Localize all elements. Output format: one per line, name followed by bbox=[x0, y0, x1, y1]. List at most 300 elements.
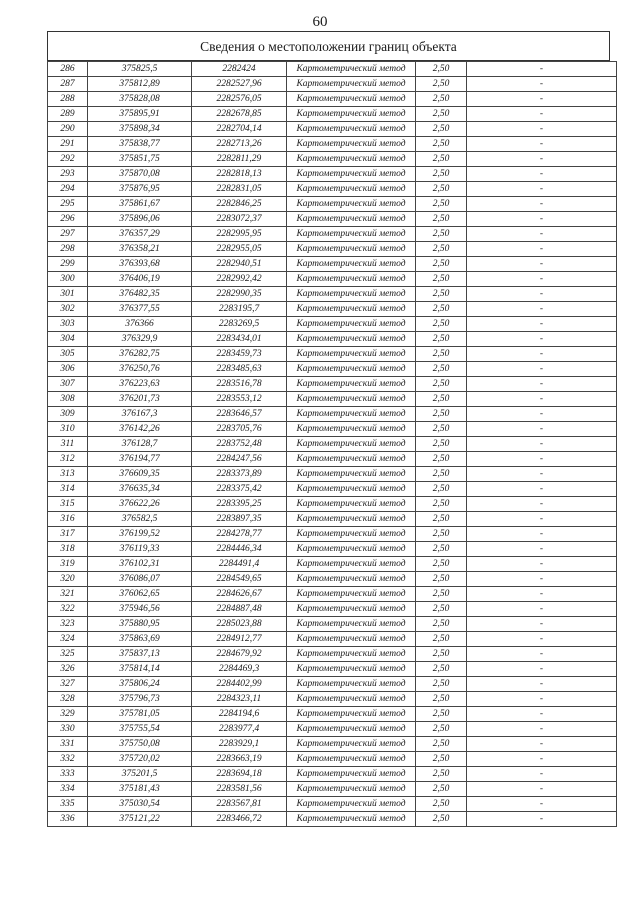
accuracy-cell: 2,50 bbox=[416, 467, 467, 482]
x-coordinate-cell: 375781,05 bbox=[88, 707, 192, 722]
method-cell: Картометрический метод bbox=[287, 92, 416, 107]
x-coordinate-cell: 375837,13 bbox=[88, 647, 192, 662]
y-coordinate-cell: 2282818,13 bbox=[192, 167, 287, 182]
accuracy-cell: 2,50 bbox=[416, 692, 467, 707]
point-number-cell: 297 bbox=[48, 227, 88, 242]
coordinates-table bbox=[47, 61, 617, 827]
description-cell: - bbox=[467, 167, 617, 182]
method-cell: Картометрический метод bbox=[287, 677, 416, 692]
y-coordinate-cell: 2283752,48 bbox=[192, 437, 287, 452]
x-coordinate-cell: 375828,08 bbox=[88, 92, 192, 107]
table-row bbox=[48, 542, 617, 557]
y-coordinate-cell: 2284626,67 bbox=[192, 587, 287, 602]
description-cell: - bbox=[467, 557, 617, 572]
table-row bbox=[48, 317, 617, 332]
table-row bbox=[48, 167, 617, 182]
description-cell: - bbox=[467, 242, 617, 257]
y-coordinate-cell: 2282846,25 bbox=[192, 197, 287, 212]
method-cell: Картометрический метод bbox=[287, 467, 416, 482]
method-cell: Картометрический метод bbox=[287, 122, 416, 137]
x-coordinate-cell: 376377,55 bbox=[88, 302, 192, 317]
description-cell: - bbox=[467, 527, 617, 542]
description-cell: - bbox=[467, 257, 617, 272]
description-cell: - bbox=[467, 782, 617, 797]
description-cell: - bbox=[467, 227, 617, 242]
accuracy-cell: 2,50 bbox=[416, 107, 467, 122]
point-number-cell: 305 bbox=[48, 347, 88, 362]
table-row bbox=[48, 722, 617, 737]
y-coordinate-cell: 2282678,85 bbox=[192, 107, 287, 122]
description-cell: - bbox=[467, 587, 617, 602]
y-coordinate-cell: 2282811,29 bbox=[192, 152, 287, 167]
point-number-cell: 306 bbox=[48, 362, 88, 377]
y-coordinate-cell: 2283929,1 bbox=[192, 737, 287, 752]
method-cell: Картометрический метод bbox=[287, 782, 416, 797]
method-cell: Картометрический метод bbox=[287, 167, 416, 182]
point-number-cell: 322 bbox=[48, 602, 88, 617]
accuracy-cell: 2,50 bbox=[416, 812, 467, 827]
description-cell: - bbox=[467, 617, 617, 632]
coordinates-table-body bbox=[48, 62, 617, 827]
method-cell: Картометрический метод bbox=[287, 212, 416, 227]
description-cell: - bbox=[467, 302, 617, 317]
x-coordinate-cell: 376358,21 bbox=[88, 242, 192, 257]
method-cell: Картометрический метод bbox=[287, 512, 416, 527]
accuracy-cell: 2,50 bbox=[416, 317, 467, 332]
accuracy-cell: 2,50 bbox=[416, 677, 467, 692]
method-cell: Картометрический метод bbox=[287, 707, 416, 722]
method-cell: Картометрический метод bbox=[287, 437, 416, 452]
description-cell: - bbox=[467, 512, 617, 527]
description-cell: - bbox=[467, 437, 617, 452]
table-row bbox=[48, 62, 617, 77]
description-cell: - bbox=[467, 182, 617, 197]
accuracy-cell: 2,50 bbox=[416, 572, 467, 587]
method-cell: Картометрический метод bbox=[287, 377, 416, 392]
x-coordinate-cell: 376635,34 bbox=[88, 482, 192, 497]
accuracy-cell: 2,50 bbox=[416, 512, 467, 527]
method-cell: Картометрический метод bbox=[287, 77, 416, 92]
table-row bbox=[48, 227, 617, 242]
table-row bbox=[48, 92, 617, 107]
description-cell: - bbox=[467, 137, 617, 152]
table-row bbox=[48, 257, 617, 272]
point-number-cell: 312 bbox=[48, 452, 88, 467]
accuracy-cell: 2,50 bbox=[416, 167, 467, 182]
x-coordinate-cell: 375750,08 bbox=[88, 737, 192, 752]
accuracy-cell: 2,50 bbox=[416, 527, 467, 542]
method-cell: Картометрический метод bbox=[287, 632, 416, 647]
point-number-cell: 323 bbox=[48, 617, 88, 632]
point-number-cell: 315 bbox=[48, 497, 88, 512]
point-number-cell: 293 bbox=[48, 167, 88, 182]
accuracy-cell: 2,50 bbox=[416, 437, 467, 452]
point-number-cell: 326 bbox=[48, 662, 88, 677]
y-coordinate-cell: 2283072,37 bbox=[192, 212, 287, 227]
x-coordinate-cell: 375814,14 bbox=[88, 662, 192, 677]
description-cell: - bbox=[467, 422, 617, 437]
x-coordinate-cell: 375861,67 bbox=[88, 197, 192, 212]
accuracy-cell: 2,50 bbox=[416, 137, 467, 152]
description-cell: - bbox=[467, 677, 617, 692]
method-cell: Картометрический метод bbox=[287, 497, 416, 512]
table-row bbox=[48, 422, 617, 437]
accuracy-cell: 2,50 bbox=[416, 452, 467, 467]
point-number-cell: 333 bbox=[48, 767, 88, 782]
accuracy-cell: 2,50 bbox=[416, 542, 467, 557]
y-coordinate-cell: 2284679,92 bbox=[192, 647, 287, 662]
method-cell: Картометрический метод bbox=[287, 332, 416, 347]
y-coordinate-cell: 2284278,77 bbox=[192, 527, 287, 542]
method-cell: Картометрический метод bbox=[287, 527, 416, 542]
x-coordinate-cell: 375895,91 bbox=[88, 107, 192, 122]
accuracy-cell: 2,50 bbox=[416, 557, 467, 572]
x-coordinate-cell: 375720,02 bbox=[88, 752, 192, 767]
point-number-cell: 304 bbox=[48, 332, 88, 347]
table-row bbox=[48, 452, 617, 467]
y-coordinate-cell: 2284887,48 bbox=[192, 602, 287, 617]
table-row bbox=[48, 497, 617, 512]
table-row bbox=[48, 152, 617, 167]
point-number-cell: 330 bbox=[48, 722, 88, 737]
x-coordinate-cell: 375755,54 bbox=[88, 722, 192, 737]
accuracy-cell: 2,50 bbox=[416, 407, 467, 422]
table-row bbox=[48, 377, 617, 392]
y-coordinate-cell: 2284912,77 bbox=[192, 632, 287, 647]
table-row bbox=[48, 467, 617, 482]
method-cell: Картометрический метод bbox=[287, 557, 416, 572]
x-coordinate-cell: 376167,3 bbox=[88, 407, 192, 422]
point-number-cell: 299 bbox=[48, 257, 88, 272]
method-cell: Картометрический метод bbox=[287, 197, 416, 212]
description-cell: - bbox=[467, 197, 617, 212]
point-number-cell: 288 bbox=[48, 92, 88, 107]
table-row bbox=[48, 287, 617, 302]
method-cell: Картометрический метод bbox=[287, 587, 416, 602]
accuracy-cell: 2,50 bbox=[416, 257, 467, 272]
point-number-cell: 335 bbox=[48, 797, 88, 812]
point-number-cell: 314 bbox=[48, 482, 88, 497]
y-coordinate-cell: 2284247,56 bbox=[192, 452, 287, 467]
y-coordinate-cell: 2283705,76 bbox=[192, 422, 287, 437]
description-cell: - bbox=[467, 482, 617, 497]
y-coordinate-cell: 2282995,95 bbox=[192, 227, 287, 242]
x-coordinate-cell: 376201,73 bbox=[88, 392, 192, 407]
point-number-cell: 290 bbox=[48, 122, 88, 137]
point-number-cell: 331 bbox=[48, 737, 88, 752]
accuracy-cell: 2,50 bbox=[416, 182, 467, 197]
point-number-cell: 318 bbox=[48, 542, 88, 557]
description-cell: - bbox=[467, 542, 617, 557]
y-coordinate-cell: 2284549,65 bbox=[192, 572, 287, 587]
point-number-cell: 332 bbox=[48, 752, 88, 767]
table-row bbox=[48, 197, 617, 212]
table-row bbox=[48, 677, 617, 692]
table-row bbox=[48, 302, 617, 317]
page-number: 60 bbox=[312, 14, 328, 30]
accuracy-cell: 2,50 bbox=[416, 392, 467, 407]
accuracy-cell: 2,50 bbox=[416, 617, 467, 632]
y-coordinate-cell: 2283466,72 bbox=[192, 812, 287, 827]
accuracy-cell: 2,50 bbox=[416, 332, 467, 347]
point-number-cell: 316 bbox=[48, 512, 88, 527]
y-coordinate-cell: 2282704,14 bbox=[192, 122, 287, 137]
y-coordinate-cell: 2282992,42 bbox=[192, 272, 287, 287]
y-coordinate-cell: 2283663,19 bbox=[192, 752, 287, 767]
table-row bbox=[48, 362, 617, 377]
method-cell: Картометрический метод bbox=[287, 617, 416, 632]
y-coordinate-cell: 2283581,56 bbox=[192, 782, 287, 797]
x-coordinate-cell: 375863,69 bbox=[88, 632, 192, 647]
table-row bbox=[48, 617, 617, 632]
point-number-cell: 294 bbox=[48, 182, 88, 197]
y-coordinate-cell: 2283646,57 bbox=[192, 407, 287, 422]
description-cell: - bbox=[467, 662, 617, 677]
x-coordinate-cell: 375181,43 bbox=[88, 782, 192, 797]
accuracy-cell: 2,50 bbox=[416, 272, 467, 287]
accuracy-cell: 2,50 bbox=[416, 77, 467, 92]
table-row bbox=[48, 812, 617, 827]
table-row bbox=[48, 182, 617, 197]
point-number-cell: 327 bbox=[48, 677, 88, 692]
y-coordinate-cell: 2284446,34 bbox=[192, 542, 287, 557]
table-row bbox=[48, 407, 617, 422]
accuracy-cell: 2,50 bbox=[416, 242, 467, 257]
accuracy-cell: 2,50 bbox=[416, 62, 467, 77]
accuracy-cell: 2,50 bbox=[416, 587, 467, 602]
x-coordinate-cell: 376128,7 bbox=[88, 437, 192, 452]
x-coordinate-cell: 376086,07 bbox=[88, 572, 192, 587]
table-row bbox=[48, 437, 617, 452]
point-number-cell: 302 bbox=[48, 302, 88, 317]
accuracy-cell: 2,50 bbox=[416, 347, 467, 362]
accuracy-cell: 2,50 bbox=[416, 722, 467, 737]
table-row bbox=[48, 122, 617, 137]
point-number-cell: 295 bbox=[48, 197, 88, 212]
description-cell: - bbox=[467, 497, 617, 512]
description-cell: - bbox=[467, 707, 617, 722]
method-cell: Картометрический метод bbox=[287, 722, 416, 737]
table-row bbox=[48, 587, 617, 602]
y-coordinate-cell: 2283373,89 bbox=[192, 467, 287, 482]
table-row bbox=[48, 572, 617, 587]
accuracy-cell: 2,50 bbox=[416, 122, 467, 137]
point-number-cell: 292 bbox=[48, 152, 88, 167]
x-coordinate-cell: 375812,89 bbox=[88, 77, 192, 92]
description-cell: - bbox=[467, 602, 617, 617]
method-cell: Картометрический метод bbox=[287, 347, 416, 362]
table-row bbox=[48, 767, 617, 782]
x-coordinate-cell: 376393,68 bbox=[88, 257, 192, 272]
description-cell: - bbox=[467, 287, 617, 302]
method-cell: Картометрический метод bbox=[287, 737, 416, 752]
method-cell: Картометрический метод bbox=[287, 287, 416, 302]
x-coordinate-cell: 375870,08 bbox=[88, 167, 192, 182]
accuracy-cell: 2,50 bbox=[416, 737, 467, 752]
y-coordinate-cell: 2283694,18 bbox=[192, 767, 287, 782]
description-cell: - bbox=[467, 362, 617, 377]
y-coordinate-cell: 2283567,81 bbox=[192, 797, 287, 812]
description-cell: - bbox=[467, 737, 617, 752]
method-cell: Картометрический метод bbox=[287, 182, 416, 197]
description-cell: - bbox=[467, 62, 617, 77]
x-coordinate-cell: 375896,06 bbox=[88, 212, 192, 227]
description-cell: - bbox=[467, 767, 617, 782]
point-number-cell: 309 bbox=[48, 407, 88, 422]
point-number-cell: 308 bbox=[48, 392, 88, 407]
point-number-cell: 320 bbox=[48, 572, 88, 587]
table-row bbox=[48, 782, 617, 797]
point-number-cell: 296 bbox=[48, 212, 88, 227]
y-coordinate-cell: 2284194,6 bbox=[192, 707, 287, 722]
accuracy-cell: 2,50 bbox=[416, 797, 467, 812]
accuracy-cell: 2,50 bbox=[416, 707, 467, 722]
accuracy-cell: 2,50 bbox=[416, 602, 467, 617]
point-number-cell: 317 bbox=[48, 527, 88, 542]
method-cell: Картометрический метод bbox=[287, 152, 416, 167]
description-cell: - bbox=[467, 467, 617, 482]
method-cell: Картометрический метод bbox=[287, 227, 416, 242]
table-row bbox=[48, 242, 617, 257]
method-cell: Картометрический метод bbox=[287, 662, 416, 677]
x-coordinate-cell: 376329,9 bbox=[88, 332, 192, 347]
method-cell: Картометрический метод bbox=[287, 692, 416, 707]
description-cell: - bbox=[467, 572, 617, 587]
table-row bbox=[48, 707, 617, 722]
x-coordinate-cell: 376582,5 bbox=[88, 512, 192, 527]
accuracy-cell: 2,50 bbox=[416, 362, 467, 377]
method-cell: Картометрический метод bbox=[287, 542, 416, 557]
accuracy-cell: 2,50 bbox=[416, 92, 467, 107]
table-title: Сведения о местоположении границ объекта bbox=[47, 31, 610, 61]
description-cell: - bbox=[467, 122, 617, 137]
point-number-cell: 286 bbox=[48, 62, 88, 77]
method-cell: Картометрический метод bbox=[287, 302, 416, 317]
method-cell: Картометрический метод bbox=[287, 272, 416, 287]
accuracy-cell: 2,50 bbox=[416, 152, 467, 167]
method-cell: Картометрический метод bbox=[287, 137, 416, 152]
method-cell: Картометрический метод bbox=[287, 767, 416, 782]
x-coordinate-cell: 375880,95 bbox=[88, 617, 192, 632]
x-coordinate-cell: 376282,75 bbox=[88, 347, 192, 362]
description-cell: - bbox=[467, 77, 617, 92]
method-cell: Картометрический метод bbox=[287, 407, 416, 422]
y-coordinate-cell: 2283553,12 bbox=[192, 392, 287, 407]
x-coordinate-cell: 376357,29 bbox=[88, 227, 192, 242]
x-coordinate-cell: 376406,19 bbox=[88, 272, 192, 287]
x-coordinate-cell: 376119,33 bbox=[88, 542, 192, 557]
y-coordinate-cell: 2284469,3 bbox=[192, 662, 287, 677]
accuracy-cell: 2,50 bbox=[416, 212, 467, 227]
accuracy-cell: 2,50 bbox=[416, 632, 467, 647]
method-cell: Картометрический метод bbox=[287, 62, 416, 77]
point-number-cell: 321 bbox=[48, 587, 88, 602]
table-row bbox=[48, 137, 617, 152]
y-coordinate-cell: 2284323,11 bbox=[192, 692, 287, 707]
point-number-cell: 289 bbox=[48, 107, 88, 122]
y-coordinate-cell: 2283977,4 bbox=[192, 722, 287, 737]
table-row bbox=[48, 512, 617, 527]
x-coordinate-cell: 375121,22 bbox=[88, 812, 192, 827]
point-number-cell: 334 bbox=[48, 782, 88, 797]
y-coordinate-cell: 2283269,5 bbox=[192, 317, 287, 332]
x-coordinate-cell: 375796,73 bbox=[88, 692, 192, 707]
y-coordinate-cell: 2283434,01 bbox=[192, 332, 287, 347]
method-cell: Картометрический метод bbox=[287, 647, 416, 662]
point-number-cell: 298 bbox=[48, 242, 88, 257]
method-cell: Картометрический метод bbox=[287, 752, 416, 767]
accuracy-cell: 2,50 bbox=[416, 647, 467, 662]
point-number-cell: 328 bbox=[48, 692, 88, 707]
method-cell: Картометрический метод bbox=[287, 482, 416, 497]
y-coordinate-cell: 2282424 bbox=[192, 62, 287, 77]
accuracy-cell: 2,50 bbox=[416, 752, 467, 767]
point-number-cell: 287 bbox=[48, 77, 88, 92]
y-coordinate-cell: 2283485,63 bbox=[192, 362, 287, 377]
description-cell: - bbox=[467, 752, 617, 767]
table-row bbox=[48, 347, 617, 362]
table-row bbox=[48, 662, 617, 677]
method-cell: Картометрический метод bbox=[287, 317, 416, 332]
description-cell: - bbox=[467, 332, 617, 347]
description-cell: - bbox=[467, 632, 617, 647]
description-cell: - bbox=[467, 272, 617, 287]
point-number-cell: 300 bbox=[48, 272, 88, 287]
table-row bbox=[48, 332, 617, 347]
method-cell: Картометрический метод bbox=[287, 797, 416, 812]
point-number-cell: 319 bbox=[48, 557, 88, 572]
x-coordinate-cell: 375806,24 bbox=[88, 677, 192, 692]
x-coordinate-cell: 376062,65 bbox=[88, 587, 192, 602]
point-number-cell: 336 bbox=[48, 812, 88, 827]
method-cell: Картометрический метод bbox=[287, 572, 416, 587]
y-coordinate-cell: 2282713,26 bbox=[192, 137, 287, 152]
description-cell: - bbox=[467, 812, 617, 827]
y-coordinate-cell: 2285023,88 bbox=[192, 617, 287, 632]
method-cell: Картометрический метод bbox=[287, 452, 416, 467]
point-number-cell: 329 bbox=[48, 707, 88, 722]
table-row bbox=[48, 797, 617, 812]
point-number-cell: 325 bbox=[48, 647, 88, 662]
accuracy-cell: 2,50 bbox=[416, 377, 467, 392]
description-cell: - bbox=[467, 212, 617, 227]
table-row bbox=[48, 77, 617, 92]
x-coordinate-cell: 376609,35 bbox=[88, 467, 192, 482]
boundary-sheet bbox=[47, 31, 610, 827]
table-row bbox=[48, 557, 617, 572]
point-number-cell: 313 bbox=[48, 467, 88, 482]
y-coordinate-cell: 2283459,73 bbox=[192, 347, 287, 362]
y-coordinate-cell: 2284491,4 bbox=[192, 557, 287, 572]
description-cell: - bbox=[467, 107, 617, 122]
accuracy-cell: 2,50 bbox=[416, 497, 467, 512]
x-coordinate-cell: 376622,26 bbox=[88, 497, 192, 512]
point-number-cell: 311 bbox=[48, 437, 88, 452]
x-coordinate-cell: 376102,31 bbox=[88, 557, 192, 572]
x-coordinate-cell: 375030,54 bbox=[88, 797, 192, 812]
description-cell: - bbox=[467, 452, 617, 467]
y-coordinate-cell: 2282940,51 bbox=[192, 257, 287, 272]
table-row bbox=[48, 632, 617, 647]
x-coordinate-cell: 376142,26 bbox=[88, 422, 192, 437]
description-cell: - bbox=[467, 317, 617, 332]
description-cell: - bbox=[467, 692, 617, 707]
method-cell: Картометрический метод bbox=[287, 257, 416, 272]
point-number-cell: 303 bbox=[48, 317, 88, 332]
y-coordinate-cell: 2282527,96 bbox=[192, 77, 287, 92]
x-coordinate-cell: 376194,77 bbox=[88, 452, 192, 467]
accuracy-cell: 2,50 bbox=[416, 662, 467, 677]
